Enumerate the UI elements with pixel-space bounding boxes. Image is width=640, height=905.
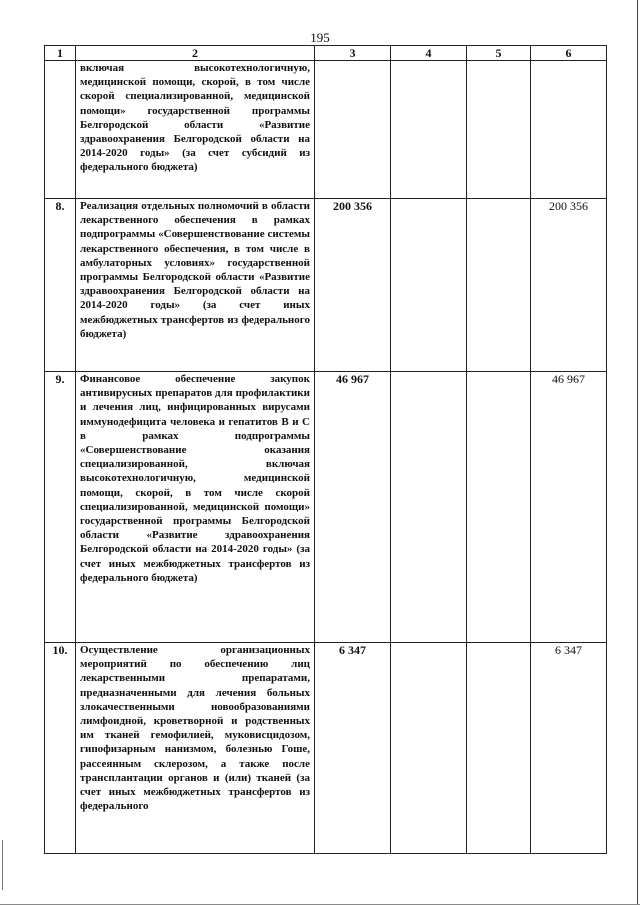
- row-amount-col3: 46 967: [315, 372, 391, 643]
- row-description: Реализация отдельных полномочий в области лекарственного обеспечения в рамках подпрограммы «Совершенствование системы лекарственного обеспечения, в том числе в амбулаторных условиях» государственной программы Белгородской области «Развитие здравоохранения Белгородской области на 2014-2020 годы» (за счет иных межбюджетных трансфертов из федерального бюджета): [76, 199, 315, 372]
- row-amount-col3: 6 347: [315, 643, 391, 854]
- row-amount-col5: [467, 372, 531, 643]
- table-row: [45, 643, 607, 854]
- header-col-6: 6: [531, 46, 607, 61]
- row-amount-col6: 46 967: [531, 372, 607, 643]
- row-description: Финансовое обеспечение закупок антивирусных препаратов для профилактики и лечения лиц, инфицированных вирусами иммунодефицита человека и гепатитов В и С в рамках подпрограммы «Совершенствование оказания специализированной, включая высокотехнологичную, медицинской помощи, скорой, в том числе скорой специализированной, медицинской помощи» государственной программы Белгородской области «Развитие здравоохранения Белгородской области на 2014-2020 годы» (за счет иных межбюджетных трансфертов из федерального бюджета): [76, 372, 315, 643]
- header-col-3: 3: [315, 46, 391, 61]
- row-amount-col5: [467, 61, 531, 199]
- row-amount-col4: [391, 372, 467, 643]
- page-right-edge: [637, 0, 638, 905]
- row-amount-col5: [467, 199, 531, 372]
- row-amount-col6: [531, 61, 607, 199]
- row-description: Осуществление организационных мероприятий по обеспечению лиц лекарственными препаратами, предназначенными для лечения больных злокачественными новообразованиями лимфоидной, кроветворной и родственных им тканей гемофилией, муковисцидозом, гипофизарным нанизмом, болезнью Гоше, рассеянным склерозом, а также после трансплантации органов и (или) тканей (за счет иных межбюджетных трансфертов из федерального: [76, 643, 315, 854]
- row-amount-col3: [315, 61, 391, 199]
- row-amount-col5: [467, 643, 531, 854]
- table-row: [45, 199, 607, 372]
- page-left-mark: [2, 840, 3, 890]
- header-col-1: 1: [45, 46, 76, 61]
- header-col-2: 2: [76, 46, 315, 61]
- table-header-row: [45, 46, 607, 61]
- row-amount-col4: [391, 199, 467, 372]
- row-amount-col3: 200 356: [315, 199, 391, 372]
- row-number: 8.: [45, 199, 76, 372]
- table-row: [45, 372, 607, 643]
- row-number: 10.: [45, 643, 76, 854]
- row-number: 9.: [45, 372, 76, 643]
- row-amount-col6: 6 347: [531, 643, 607, 854]
- budget-table: [44, 45, 607, 854]
- header-col-4: 4: [391, 46, 467, 61]
- row-amount-col6: 200 356: [531, 199, 607, 372]
- row-amount-col4: [391, 643, 467, 854]
- table-row: [45, 61, 607, 199]
- page-number: 195: [310, 30, 330, 45]
- header-col-5: 5: [467, 46, 531, 61]
- row-amount-col4: [391, 61, 467, 199]
- row-number: [45, 61, 76, 199]
- row-description: включая высокотехнологичную, медицинской помощи, скорой, в том числе скорой специализированной, медицинской помощи» государственной программы Белгородской области «Развитие здравоохранения Белгородской области на 2014-2020 годы» (за счет субсидий из федерального бюджета): [76, 61, 315, 199]
